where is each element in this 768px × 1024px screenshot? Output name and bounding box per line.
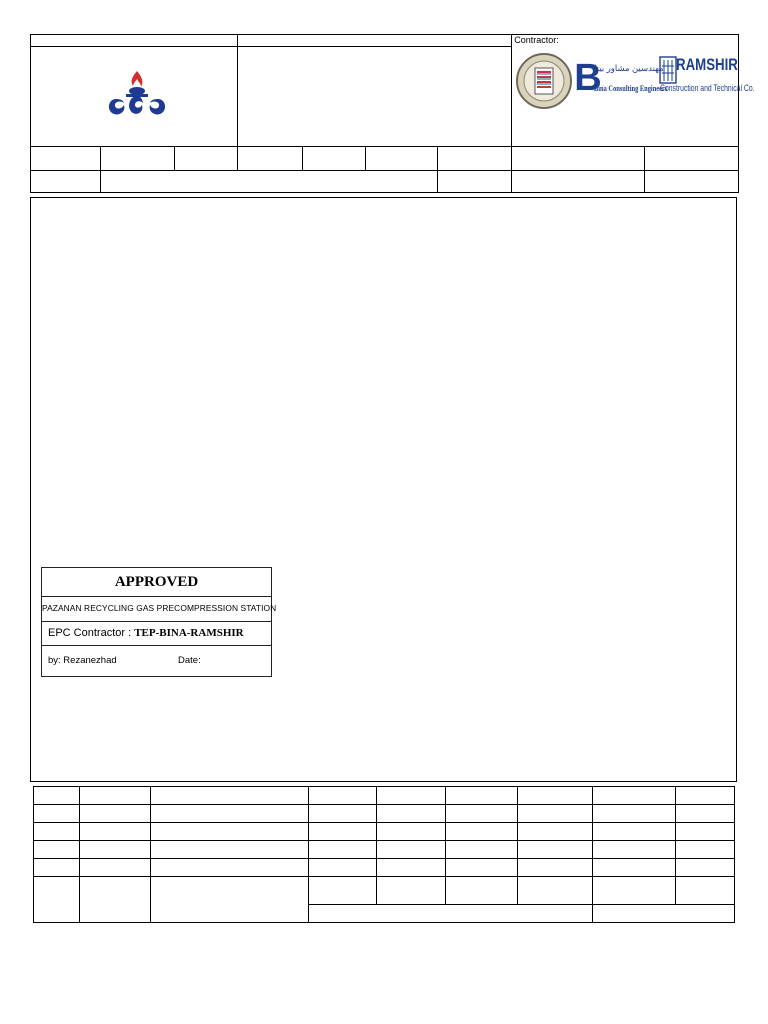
rev-cell — [34, 823, 80, 841]
stamp-project: PAZANAN RECYCLING GAS PRECOMPRESSION STATION — [42, 603, 277, 613]
header-cell — [31, 35, 238, 47]
ramshir-logo — [659, 54, 755, 104]
doc-no-cell — [237, 147, 302, 171]
stamp-date-label: Date: — [178, 655, 201, 666]
rev-cell — [150, 859, 308, 877]
rev-cell — [377, 805, 446, 823]
stamp-epc-row — [42, 621, 271, 646]
info-cell — [512, 171, 645, 193]
stamp-by-row — [42, 645, 271, 676]
round-seal-logo — [515, 52, 573, 110]
rev-cell — [593, 859, 676, 877]
header-cell — [237, 35, 512, 47]
rev-cell — [377, 823, 446, 841]
nioc-flame-logo — [104, 69, 170, 119]
rev-cell — [446, 841, 518, 859]
rev-cell — [34, 859, 80, 877]
rev-cell — [150, 805, 308, 823]
rev-cell — [377, 787, 446, 805]
rev-header-cell — [377, 877, 446, 905]
rev-cell — [518, 823, 593, 841]
rev-cell — [446, 805, 518, 823]
rev-cell — [34, 841, 80, 859]
doc-no-cell — [100, 147, 174, 171]
contractor-logos — [514, 44, 755, 136]
rev-cell — [518, 841, 593, 859]
doc-no-cell — [31, 147, 101, 171]
rev-header-cell — [518, 877, 593, 905]
rev-cell — [518, 859, 593, 877]
rev-cell — [593, 805, 676, 823]
rev-cell — [593, 823, 676, 841]
rev-cell — [676, 787, 735, 805]
doc-no-cell — [512, 147, 645, 171]
title-cell — [237, 47, 512, 147]
rev-cell — [446, 823, 518, 841]
stamp-epc-value: TEP-BINA-RAMSHIR — [134, 627, 244, 639]
owner-logo-cell — [31, 47, 238, 147]
rev-cell — [593, 841, 676, 859]
rev-cell — [308, 823, 377, 841]
bina-logo — [574, 57, 668, 104]
rev-cell — [308, 859, 377, 877]
rev-cell — [79, 841, 150, 859]
rev-header-cell — [150, 877, 308, 923]
rev-cell — [593, 787, 676, 805]
rev-cell — [676, 841, 735, 859]
rev-cell — [377, 859, 446, 877]
doc-no-cell — [366, 147, 438, 171]
rev-cell — [446, 787, 518, 805]
document-body-frame — [30, 197, 737, 782]
rev-cell — [150, 787, 308, 805]
contractor-cell — [512, 35, 755, 147]
header-table — [30, 34, 755, 193]
stamp-epc — [42, 621, 271, 645]
doc-no-cell — [302, 147, 366, 171]
info-cell — [438, 171, 512, 193]
rev-cell — [79, 823, 150, 841]
stamp-by — [42, 645, 271, 676]
contractor-label: Contractor: — [514, 35, 559, 45]
rev-cell — [34, 787, 80, 805]
stamp-project-row — [42, 596, 277, 622]
rev-header-cell — [593, 905, 735, 923]
bina-name-en: Bina Consulting Engineers — [594, 84, 668, 93]
stamp-epc-label: EPC Contractor : — [48, 627, 132, 639]
rev-cell — [518, 805, 593, 823]
bina-name-fa: مهندسین مشاور بینا — [594, 63, 664, 73]
ramshir-name: RAMSHIR — [676, 55, 739, 74]
rev-cell — [79, 859, 150, 877]
rev-cell — [446, 859, 518, 877]
rev-cell — [308, 805, 377, 823]
rev-cell — [150, 841, 308, 859]
rev-cell — [34, 805, 80, 823]
rev-header-cell — [34, 877, 80, 923]
rev-header-cell — [593, 877, 676, 905]
building-icon — [659, 54, 677, 84]
rev-cell — [79, 805, 150, 823]
rev-cell — [676, 823, 735, 841]
info-cell — [100, 171, 437, 193]
doc-no-cell — [174, 147, 237, 171]
doc-no-cell — [438, 147, 512, 171]
rev-header-cell — [676, 877, 735, 905]
rev-cell — [676, 859, 735, 877]
stamp-by-label: by: Rezanezhad — [48, 655, 117, 666]
rev-cell — [79, 787, 150, 805]
stamp-title-row — [42, 568, 271, 597]
rev-cell — [308, 841, 377, 859]
revision-table — [33, 786, 735, 923]
rev-cell — [676, 805, 735, 823]
approved-stamp — [41, 567, 277, 677]
rev-cell — [518, 787, 593, 805]
rev-header-cell — [308, 877, 377, 905]
ramshir-subtitle: Construction and Technical Co. — [660, 83, 755, 93]
rev-header-cell — [308, 905, 593, 923]
rev-header-cell — [446, 877, 518, 905]
stamp-title: APPROVED — [114, 574, 199, 590]
doc-no-cell — [645, 147, 739, 171]
rev-cell — [308, 787, 377, 805]
rev-header-cell — [79, 877, 150, 923]
info-cell — [31, 171, 101, 193]
rev-cell — [377, 841, 446, 859]
rev-cell — [150, 823, 308, 841]
info-cell — [645, 171, 739, 193]
bina-letter: B — [574, 57, 602, 99]
